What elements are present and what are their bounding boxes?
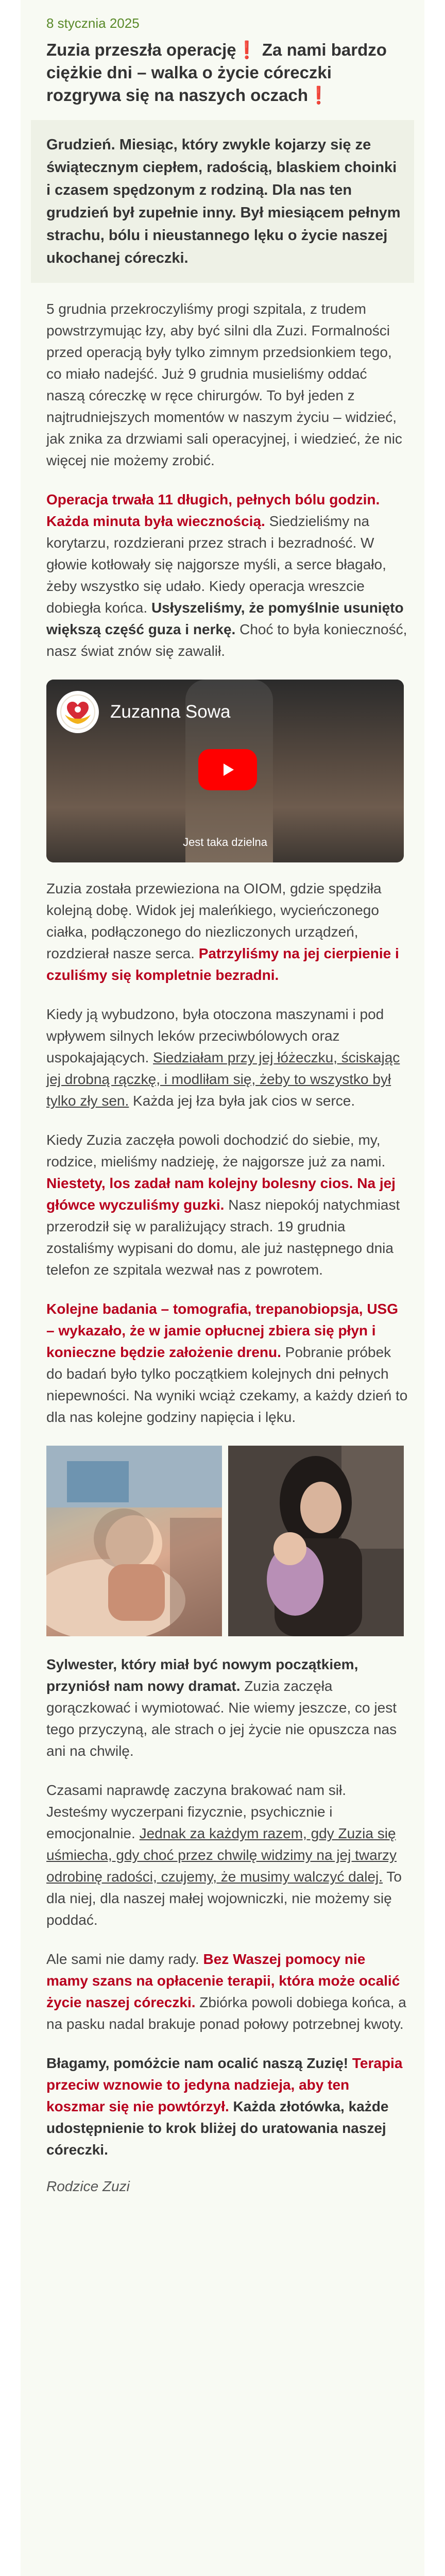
- exclamation-icon: ❗: [236, 40, 258, 59]
- paragraph-text: Ale sami nie damy rady.: [46, 1951, 203, 1967]
- emphasis-red: Operacja trwała 11 długich, pełnych bólu godzin. Każda minuta była wiecznością.: [46, 492, 380, 529]
- video-channel-name[interactable]: Zuzanna Sowa: [110, 702, 231, 722]
- paragraph-8: [46, 1780, 409, 1931]
- photo-mother-and-child[interactable]: [228, 1446, 404, 1636]
- paragraph-text: To dla niej, dla naszej małej wojowniczki, nie możemy się poddać.: [46, 1869, 402, 1928]
- paragraph-1: [46, 298, 409, 471]
- emphasis-underline: Jednak za każdym razem, gdy Zuzia się uśmiecha, gdy choć przez chwilę widzimy na jej twarzy odrobinę radości, czujemy, że musimy walczyć dalej.: [46, 1825, 397, 1885]
- emphasis-red: Terapia przeciw wznowie to jedyna nadzieja, aby ten koszmar się nie powtórzył.: [46, 2055, 403, 2114]
- signature: Rodzice Zuzi: [46, 2178, 130, 2194]
- emphasis-underline: Siedziałam przy jej łóżeczku, ściskając jej drobną rączkę, i modliłam się, żeby to wszystko był tylko zły sen.: [46, 1049, 400, 1109]
- emphasis-bold: Usłyszeliśmy, że pomyślnie usunięto większą część guza i nerkę.: [46, 600, 404, 637]
- paragraph-text: Nasz niepokój natychmiast przerodził się w paraliżujący strach. 19 grudnia zostaliśmy wypisani do domu, ale już następnego dnia telefon ze szpitala wezwał nas z powrotem.: [46, 1197, 400, 1278]
- paragraph-text: Zuzia zaczęła gorączkować i wymiotować. Nie wiemy jeszcze, co jest tego przyczyną, ale strach o jej życie nie opuszcza nas ani na chwilę.: [46, 1678, 397, 1759]
- post-title-part2: Za nami bardzo ciężkie dni – walka o życie córeczki rozgrywa się na naszych oczach: [46, 40, 387, 105]
- paragraph-text: Każda jej łza była jak cios w serce.: [129, 1093, 355, 1109]
- emphasis-bold: Błagamy, pomóżcie nam ocalić naszą Zuzię!: [46, 2055, 352, 2071]
- intro-text: Grudzień. Miesiąc, który zwykle kojarzy się ze świątecznym ciepłem, radością, blaskiem choinki i czasem spędzonym z rodziną. Dla nas ten grudzień był zupełnie inny. Był miesiącem pełnym strachu, bólu i nieustannego lęku o życie naszej ukochanej córeczki.: [46, 137, 401, 266]
- heart-hands-logo-icon[interactable]: [57, 691, 99, 733]
- paragraph-text: Kiedy ją wybudzono, była otoczona maszynami i pod wpływem silnych leków przeciwbólowych oraz uspokajających.: [46, 1006, 384, 1065]
- photo-child-hospital-bed[interactable]: [46, 1446, 222, 1636]
- video-channel-row: [57, 691, 230, 733]
- paragraph-9: [46, 1948, 409, 2035]
- post-title-part1: Zuzia przeszła operację: [46, 40, 236, 59]
- paragraph-text: Zbiórka powoli dobiega końca, a na pasku nadal brakuje ponad połowy potrzebnej kwoty.: [46, 1994, 406, 2032]
- paragraph-text: Pobranie próbek do badań było tylko początkiem kolejnych dni pełnych niepewności. Na wyniki wciąż czekamy, a każdy dzień to dla nas kolejne godziny napięcia i lęku.: [46, 1344, 408, 1425]
- emphasis-red: Niestety, los zadał nam kolejny bolesny cios. Na jej główce wyczuliśmy guzki.: [46, 1175, 396, 1213]
- emphasis-red: Bez Waszej pomocy nie mamy szans na opłacenie terapii, która może ocalić życie naszej córeczki.: [46, 1951, 400, 2010]
- paragraph-6: [46, 1298, 409, 1428]
- emphasis-red: Kolejne badania – tomografia, trepanobiopsja, USG – wykazało, że w jamie opłucnej zbiera się płyn i konieczne będzie założenie drenu.: [46, 1301, 399, 1360]
- emphasis-red: Patrzyliśmy na jej cierpienie i czuliśmy się kompletnie bezradni.: [46, 945, 399, 983]
- paragraph-text: Kiedy Zuzia zaczęła powoli dochodzić do siebie, my, rodzice, mieliśmy nadzieję, że najgorsze już za nami.: [46, 1132, 386, 1170]
- intro-box: [31, 120, 414, 283]
- post-title: [46, 39, 409, 107]
- paragraph-4: [46, 1004, 409, 1112]
- video-caption: Jest taka dzielna: [183, 836, 267, 849]
- emphasis-bold: Każda złotówka, każde udostępnienie to krok bliżej do uratowania naszej córeczki.: [46, 2098, 389, 2158]
- paragraph-7: [46, 1654, 409, 1762]
- photo-gallery: [46, 1446, 409, 1636]
- exclamation-icon: ❗: [308, 86, 330, 105]
- video-player[interactable]: [46, 680, 404, 862]
- emphasis-bold: Sylwester, który miał być nowym początkiem, przyniósł nam nowy dramat.: [46, 1656, 358, 1694]
- paragraph-text: Zuzia została przewieziona na OIOM, gdzie spędziła kolejną dobę. Widok jej maleńkiego, wycieńczonego ciałka, podłączonego do niezliczonych urządzeń, rozdzierał nasze serca.: [46, 880, 382, 961]
- paragraph-5: [46, 1129, 409, 1281]
- paragraph-text: 5 grudnia przekroczyliśmy progi szpitala, z trudem powstrzymując łzy, aby być silni dla Zuzi. Formalności przed operacją były tylko zimnym przedsionkiem tego, co miało nadejść. Już 9 grudnia musieliśmy oddać naszą córeczkę w ręce chirurgów. To był jeden z najtrudniejszych momentów w naszym życiu – widzieć, jak znika za drzwiami sali operacyjnej, i wiedzieć, że nic więcej nie możemy zrobić.: [46, 301, 402, 468]
- play-icon: [217, 759, 238, 780]
- paragraph-2: [46, 489, 409, 662]
- paragraph-text: Czasami naprawdę zaczyna brakować nam sił. Jesteśmy wyczerpani fizycznie, psychicznie i emocjonalnie.: [46, 1782, 347, 1841]
- paragraph-text: Siedzieliśmy na korytarzu, rozdzierani przez strach i bezradność. W głowie kotłowały się najgorsze myśli, a serce błagało, żeby wszystko się udało. Kiedy operacja wreszcie dobiegła końca.: [46, 513, 386, 616]
- paragraph-10: [46, 2053, 409, 2161]
- play-button[interactable]: [198, 749, 257, 790]
- paragraph-text: Choć to była konieczność, nasz świat znów się zawalił.: [46, 621, 407, 659]
- post-date: 8 stycznia 2025: [46, 15, 140, 31]
- paragraph-3: [46, 878, 409, 986]
- post-page: [21, 0, 424, 2576]
